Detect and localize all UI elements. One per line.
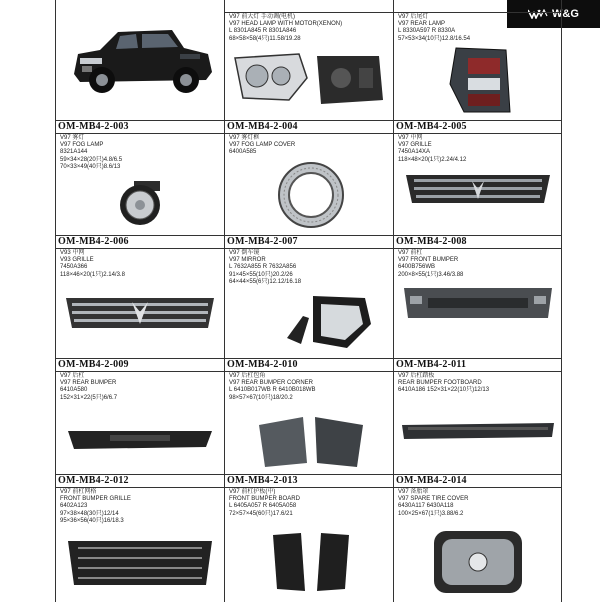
catalog-item	[225, 0, 394, 120]
desc-line: 72×57×45(60只)17.6/21	[229, 510, 293, 517]
item-description	[229, 250, 391, 286]
desc-line: V93 中网	[60, 250, 85, 256]
catalog-grid	[55, 0, 562, 602]
catalog-item	[225, 121, 394, 235]
grille-image	[56, 292, 224, 334]
desc-line: 8321A144	[60, 149, 88, 156]
item-code: OM-MB4-2-012	[56, 475, 224, 488]
item-code: OM-MB4-2-010	[225, 359, 393, 372]
item-code: OM-MB4-2-007	[225, 236, 393, 249]
desc-line: 7450A366	[60, 264, 88, 271]
desc-line: 7450A14XA	[398, 149, 431, 156]
grille-image	[394, 169, 561, 209]
item-code	[394, 0, 561, 13]
item-code: OM-MB4-2-004	[225, 121, 393, 134]
desc-line: V97 REAR BUMPER	[60, 380, 117, 387]
item-code: OM-MB4-2-013	[225, 475, 393, 488]
item-code: OM-MB4-2-006	[56, 236, 224, 249]
fog-lamp-image	[56, 175, 224, 231]
desc-line: 98×57×67(10只)18/20.2	[229, 394, 293, 401]
desc-line: V97 前杠护板(中)	[229, 489, 276, 495]
catalog-item	[394, 0, 562, 120]
item-description	[60, 373, 222, 402]
catalog-row	[56, 0, 562, 121]
desc-line: V93 GRILLE	[60, 257, 94, 264]
catalog-row	[56, 236, 562, 359]
spare-tire-cover-image	[394, 527, 561, 597]
desc-line: V97 雾灯	[60, 135, 85, 141]
item-code	[225, 0, 393, 13]
desc-line: REAR BUMPER FOOTBOARD	[398, 380, 482, 387]
desc-line: V97 后杠	[60, 373, 85, 379]
item-description	[229, 489, 391, 518]
desc-line: L 7632A855 R 7632A856	[229, 264, 297, 271]
bumper-corner-image	[225, 411, 393, 471]
desc-line: V97 倒车镜	[229, 250, 260, 256]
catalog-item	[394, 359, 562, 474]
headlamp-image	[225, 48, 393, 114]
desc-line: V97 雾灯框	[229, 135, 260, 141]
catalog-item	[225, 236, 394, 358]
desc-line: 97×38×48(30只)12/14	[60, 510, 119, 517]
item-description	[398, 250, 559, 279]
bumper-grille-image	[56, 535, 224, 591]
desc-line: 6410A186 152×31×22(10只)12/13	[398, 387, 490, 394]
item-description	[398, 489, 559, 518]
catalog-row	[56, 475, 562, 602]
catalog-row	[56, 359, 562, 475]
desc-line: 200×8×55(1只)3.46/3.88	[398, 271, 464, 278]
desc-line: 95×36×56(40只)16/18.3	[60, 517, 124, 524]
vehicle-image	[56, 14, 224, 104]
desc-line: FRONT BUMPER BOARD	[229, 496, 300, 503]
item-code: OM-MB4-2-005	[394, 121, 561, 134]
desc-line: 59×34×28(20只)4.8/6.5	[60, 156, 123, 163]
item-code: OM-MB4-2-014	[394, 475, 561, 488]
desc-line: 6430A117 6430A118	[398, 503, 454, 510]
desc-line: V97 中网	[398, 135, 423, 141]
desc-line: V97 前大灯 手动调(电机)	[229, 14, 296, 20]
desc-line: 152×31×22(5只)6/6.7	[60, 394, 118, 401]
desc-line: V97 备胎罩	[398, 489, 429, 495]
catalog-item	[225, 475, 394, 602]
desc-line: 68×58×58(4只)11.58/19.28	[229, 35, 301, 42]
desc-line: V97 SPARE TIRE COVER	[398, 496, 469, 503]
desc-line: 100×25×67(1只)3.88/6.2	[398, 510, 464, 517]
desc-line: V97 后杠踏板	[398, 373, 435, 379]
desc-line: 118×48×20(1只)2.24/4.12	[398, 156, 467, 163]
desc-line: 6400B756WB	[398, 264, 436, 271]
desc-line: 118×46×20(1只)2.14/3.8	[60, 271, 125, 278]
rear-bumper-image	[56, 425, 224, 455]
catalog-row	[56, 121, 562, 236]
desc-line: V97 后杠包角	[229, 373, 266, 379]
desc-line: V97 MIRROR	[229, 257, 266, 264]
desc-line: V97 FRONT BUMPER	[398, 257, 459, 264]
desc-line: V97 后尾灯	[398, 14, 429, 20]
desc-line: L 6410B017WB R 6410B018WB	[229, 387, 316, 394]
desc-line: 64×44×55(6只)12.12/16.18	[229, 278, 302, 285]
footboard-image	[394, 415, 561, 445]
mirror-image	[225, 288, 393, 354]
catalog-item	[56, 121, 225, 235]
rear-lamp-image	[394, 44, 561, 116]
catalog-item	[394, 236, 562, 358]
item-code: OM-MB4-2-008	[394, 236, 561, 249]
catalog-item	[56, 475, 225, 602]
catalog-item	[394, 121, 562, 235]
item-description	[398, 373, 559, 395]
catalog-item	[394, 475, 562, 602]
desc-line: 57×53×34(10只)12.8/16.54	[398, 35, 471, 42]
catalog-item	[56, 359, 225, 474]
desc-line: L 8330A597 R 8330A	[398, 28, 456, 35]
item-code: OM-MB4-2-011	[394, 359, 561, 372]
desc-line: V97 REAR LAMP	[398, 21, 446, 28]
desc-line: 6410A580	[60, 387, 88, 394]
desc-line: V97 前杠网格	[60, 489, 97, 495]
desc-line: V97 GRILLE	[398, 142, 432, 149]
item-code: OM-MB4-2-009	[56, 359, 224, 372]
desc-line: V97 FOG LAMP	[60, 142, 104, 149]
item-code: OM-MB4-2-003	[56, 121, 224, 134]
desc-line: V97 前杠	[398, 250, 423, 256]
desc-line: 6400A585	[229, 149, 257, 156]
desc-line: V97 FOG LAMP COVER	[229, 142, 296, 149]
catalog-item	[225, 359, 394, 474]
item-description	[60, 250, 222, 279]
item-description	[229, 373, 391, 402]
catalog-item	[56, 236, 225, 358]
desc-line: 91×45×55(10只)20.2/26	[229, 271, 293, 278]
item-description	[60, 489, 222, 525]
item-description	[398, 14, 559, 43]
bumper-board-image	[225, 529, 393, 595]
desc-line: 6402A123	[60, 503, 88, 510]
logo-text: W&G	[552, 8, 579, 20]
desc-line: L 6405A057 R 6405A058	[229, 503, 297, 510]
item-description	[229, 14, 391, 43]
desc-line: 70×33×49(40只)8.6/13	[60, 163, 121, 170]
catalog-item	[56, 0, 225, 120]
front-bumper-image	[394, 280, 561, 326]
item-description	[398, 135, 559, 164]
desc-line: V97 HEAD LAMP WITH MOTOR(XENON)	[229, 21, 343, 28]
desc-line: FRONT BUMPER GRILLE	[60, 496, 131, 503]
desc-line: V97 REAR BUMPER CORNER	[229, 380, 314, 387]
item-description	[60, 135, 222, 171]
fog-lamp-cover-image	[225, 159, 393, 231]
desc-line: L 8301A845 R 8301A846	[229, 28, 297, 35]
item-description	[229, 135, 391, 157]
